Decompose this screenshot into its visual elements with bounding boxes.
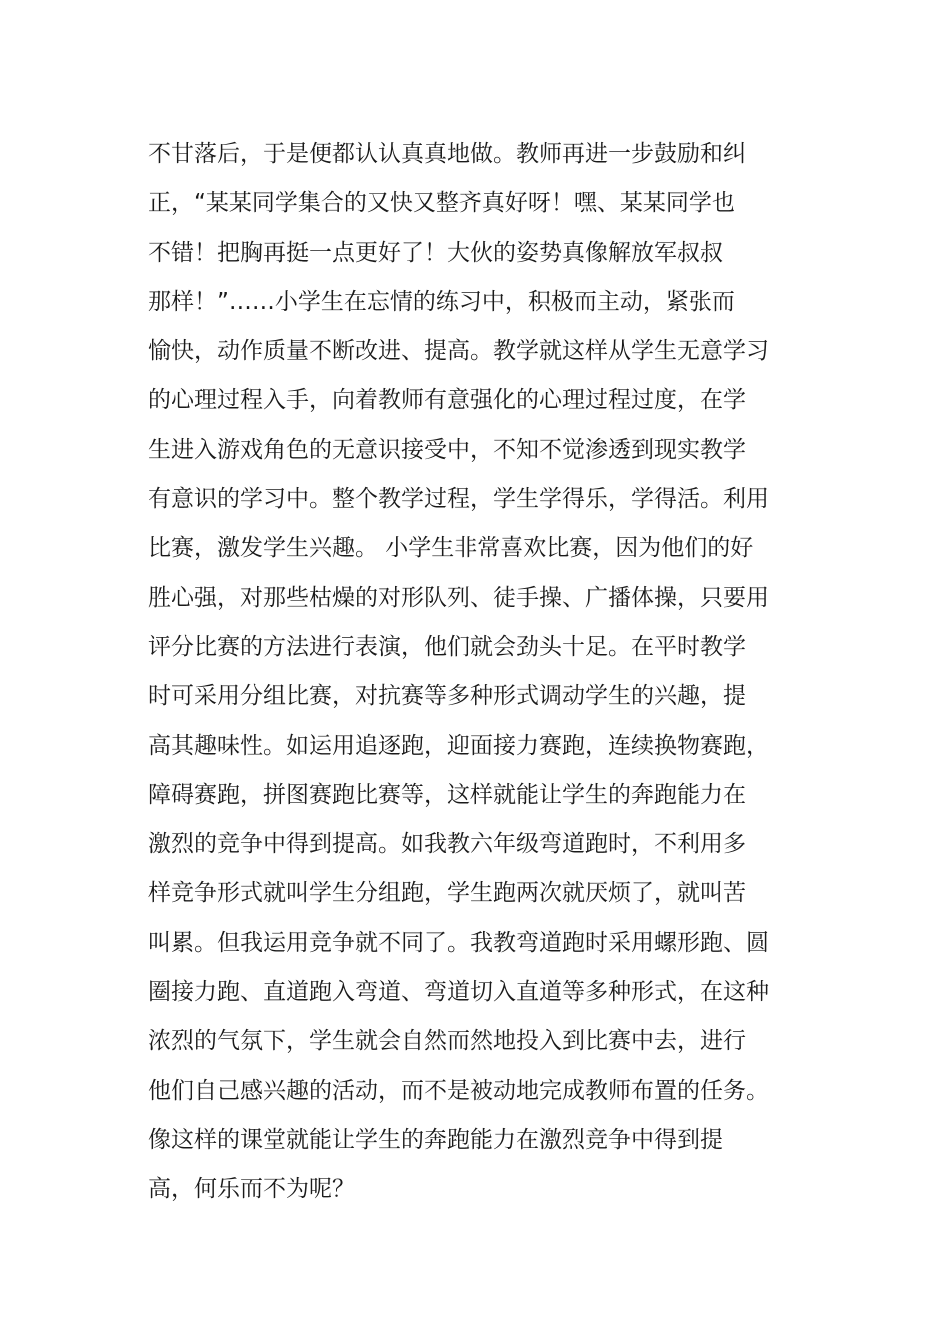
text-line: 愉快，动作质量不断改进、提高。教学就这样从学生无意学习 [148, 338, 769, 365]
text-line: 的心理过程入手，向着教师有意强化的心理过程过度，在学 [148, 387, 746, 414]
text-line: 不错！把胸再挺一点更好了！大伙的姿势真像解放军叔叔 [148, 239, 723, 266]
text-line: 样竞争形式就叫学生分组跑，学生跑两次就厌烦了，就叫苦 [148, 880, 746, 907]
text-line: 圈接力跑、直道跑入弯道、弯道切入直道等多种形式，在这种 [148, 979, 769, 1006]
text-line: 叫累。但我运用竞争就不同了。我教弯道跑时采用螺形跑、圆 [148, 929, 769, 956]
text-line: 高其趣味性。如运用追逐跑，迎面接力赛跑，连续换物赛跑， [148, 732, 769, 759]
text-line: 有意识的学习中。整个教学过程，学生学得乐，学得活。利用 [148, 486, 769, 513]
text-line: 时可采用分组比赛，对抗赛等多种形式调动学生的兴趣，提 [148, 683, 746, 710]
text-line: 像这样的课堂就能让学生的奔跑能力在激烈竞争中得到提 [148, 1126, 723, 1153]
text-line: 浓烈的气氛下，学生就会自然而然地投入到比赛中去，进行 [148, 1028, 746, 1055]
text-line: 评分比赛的方法进行表演，他们就会劲头十足。在平时教学 [148, 633, 746, 660]
text-line: 那样！”……小学生在忘情的练习中，积极而主动，紧张而 [148, 288, 735, 315]
text-line: 胜心强，对那些枯燥的对形队列、徒手操、广播体操，只要用 [148, 584, 769, 611]
text-line: 激烈的竞争中得到提高。如我教六年级弯道跑时，不利用多 [148, 831, 746, 858]
text-line: 障碍赛跑，拼图赛跑比赛等，这样就能让学生的奔跑能力在 [148, 781, 746, 808]
text-line: 比赛，激发学生兴趣。 小学生非常喜欢比赛，因为他们的好 [148, 535, 754, 562]
text-line: 生进入游戏角色的无意识接受中，不知不觉渗透到现实教学 [148, 436, 746, 463]
text-line: 高，何乐而不为呢？ [148, 1176, 355, 1203]
text-line: 正，“某某同学集合的又快又整齐真好呀！嘿、某某同学也 [148, 190, 735, 217]
text-line: 他们自己感兴趣的活动，而不是被动地完成教师布置的任务。 [148, 1077, 769, 1104]
text-line: 不甘落后，于是便都认认真真地做。教师再进一步鼓励和纠 [148, 141, 746, 167]
body-text [148, 130, 828, 1215]
